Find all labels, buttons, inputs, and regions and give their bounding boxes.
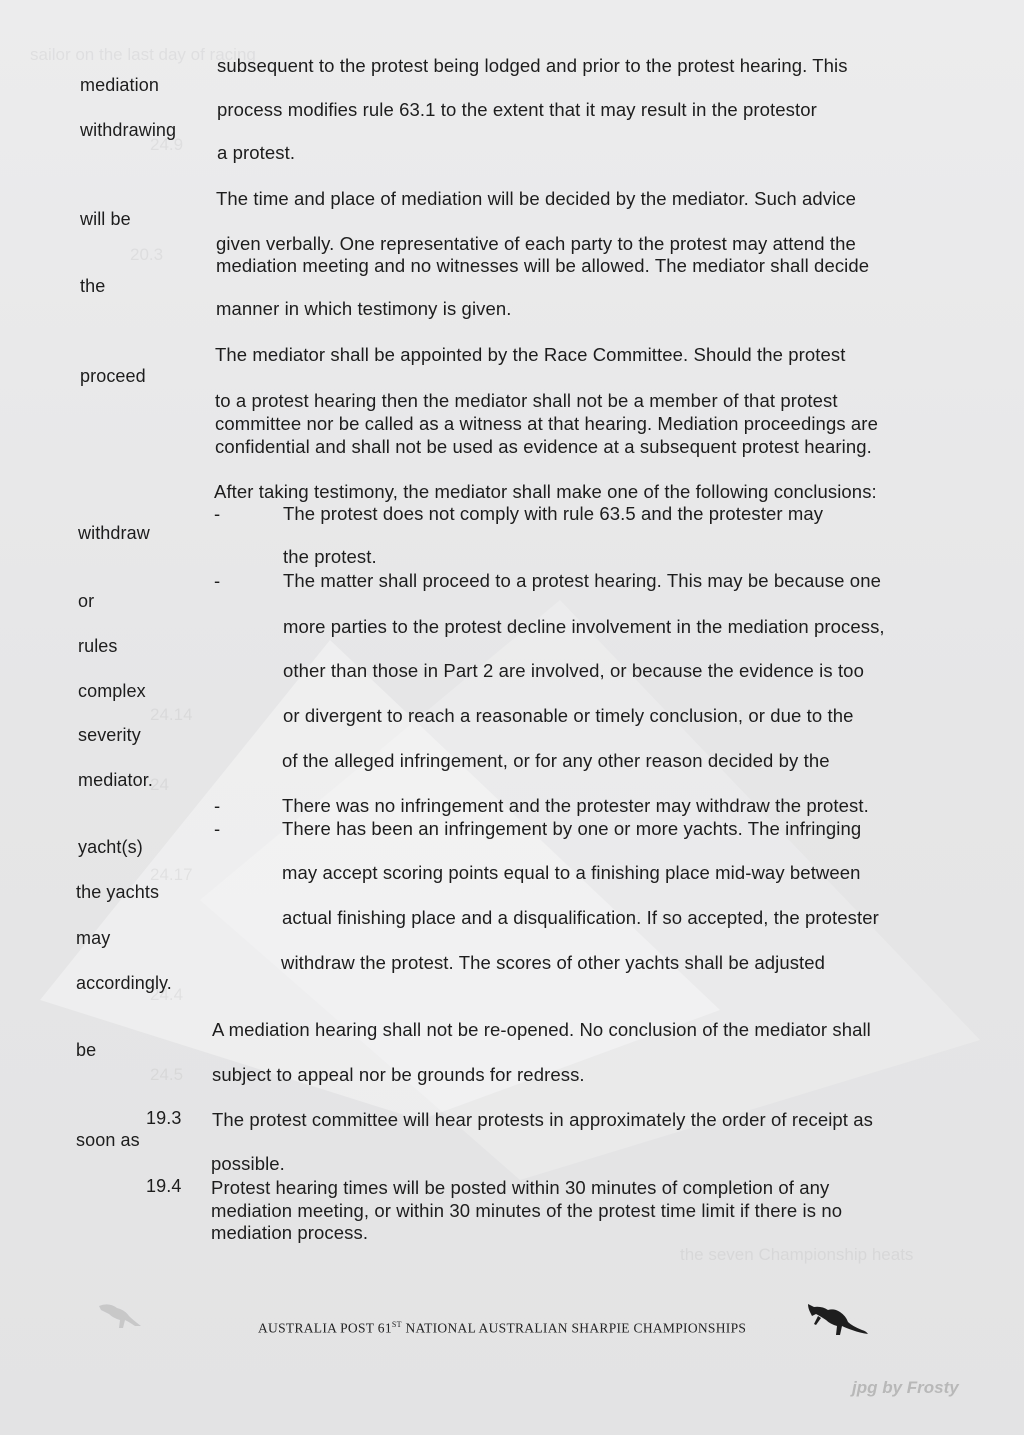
body-line: mediation process.	[211, 1222, 369, 1243]
svg-text:24.4: 24.4	[150, 985, 184, 1004]
body-line: The matter shall proceed to a protest hearing. This may be because one	[283, 570, 881, 591]
body-line: subsequent to the protest being lodged and prior to the protest hearing. This	[217, 55, 848, 76]
margin-word: soon as	[76, 1130, 140, 1150]
bullet-dash: -	[214, 570, 221, 591]
margin-word: withdrawing	[80, 120, 177, 140]
margin-word: or	[78, 591, 95, 611]
body-line: more parties to the protest decline involvement in the mediation process,	[283, 616, 885, 637]
margin-word: be	[76, 1040, 97, 1060]
margin-word: severity	[78, 725, 141, 745]
body-line: The protest committee will hear protests in approximately the order of receipt as	[212, 1109, 874, 1130]
body-line: given verbally. One representative of each party to the protest may attend the	[216, 233, 856, 254]
photo-credit-watermark: jpg by Frosty	[852, 1378, 959, 1397]
margin-word: proceed	[80, 366, 146, 386]
bullet-dash: -	[214, 818, 221, 839]
section-number: 19.4	[146, 1176, 182, 1196]
kangaroo-logo-faint-icon	[95, 1296, 145, 1332]
body-line: of the alleged infringement, or for any other reason decided by the	[282, 750, 830, 771]
body-line: There was no infringement and the protester may withdraw the protest.	[282, 795, 869, 816]
body-line: or divergent to reach a reasonable or timely conclusion, or due to the	[283, 705, 854, 726]
margin-word: withdraw	[78, 523, 150, 543]
body-line: confidential and shall not be used as evidence at a subsequent protest hearing.	[215, 436, 872, 457]
margin-word: will be	[80, 209, 131, 229]
body-line: process modifies rule 63.1 to the extent that it may result in the protestor	[217, 99, 817, 120]
body-line: the protest.	[283, 546, 377, 567]
body-line: mediation meeting and no witnesses will be allowed. The mediator shall decide	[216, 255, 870, 276]
body-line: a protest.	[217, 142, 296, 163]
body-line: manner in which testimony is given.	[216, 298, 512, 319]
margin-word: mediation	[80, 75, 159, 95]
margin-word: accordingly.	[76, 973, 172, 993]
body-line: possible.	[211, 1153, 285, 1174]
body-line: The protest does not comply with rule 63.5 and the protester may	[283, 503, 824, 524]
bullet-dash: -	[214, 503, 221, 524]
body-line: withdraw the protest. The scores of other yachts shall be adjusted	[281, 952, 826, 973]
body-line: The mediator shall be appointed by the Race Committee. Should the protest	[215, 344, 846, 365]
kangaroo-logo-icon	[806, 1298, 870, 1338]
body-line: other than those in Part 2 are involved, or because the evidence is too	[283, 660, 864, 681]
margin-word: complex	[78, 681, 146, 701]
svg-text:24: 24	[150, 775, 169, 794]
footer-title: AUSTRALIA POST 61ST NATIONAL AUSTRALIAN SHARPIE CHAMPIONSHIPS	[258, 1320, 747, 1336]
svg-text:the seven Championship heats: the seven Championship heats	[680, 1245, 914, 1264]
margin-word: the yachts	[76, 882, 160, 902]
svg-text:20.3: 20.3	[130, 245, 164, 264]
svg-text:24.17: 24.17	[150, 865, 193, 884]
body-line: subject to appeal nor be grounds for redress.	[212, 1064, 585, 1085]
body-line: actual finishing place and a disqualification. If so accepted, the protester	[282, 907, 879, 928]
svg-text:24.9: 24.9	[150, 135, 184, 154]
svg-text:sailor on the last day of raci: sailor on the last day of racing	[30, 45, 256, 64]
margin-word: mediator.	[78, 770, 153, 790]
body-line: A mediation hearing shall not be re-opened. No conclusion of the mediator shall	[212, 1019, 871, 1040]
bullet-dash: -	[214, 795, 221, 816]
body-line: There has been an infringement by one or more yachts. The infringing	[282, 818, 862, 839]
body-line: committee nor be called as a witness at that hearing. Mediation proceedings are	[215, 413, 878, 434]
body-line: The time and place of mediation will be decided by the mediator. Such advice	[216, 188, 857, 209]
margin-word: may	[76, 928, 111, 948]
body-line: After taking testimony, the mediator shall make one of the following conclusions:	[214, 481, 877, 502]
svg-text:24.5: 24.5	[150, 1065, 184, 1084]
margin-word: the	[80, 276, 106, 296]
body-line: may accept scoring points equal to a finishing place mid-way between	[282, 862, 861, 883]
body-line: to a protest hearing then the mediator shall not be a member of that protest	[215, 390, 838, 411]
margin-word: yacht(s)	[78, 837, 143, 857]
section-number: 19.3	[146, 1108, 182, 1128]
body-line: mediation meeting, or within 30 minutes of the protest time limit if there is no	[211, 1200, 843, 1221]
svg-text:24.14: 24.14	[150, 705, 193, 724]
margin-word: rules	[78, 636, 118, 656]
body-line: Protest hearing times will be posted within 30 minutes of completion of any	[211, 1177, 830, 1198]
